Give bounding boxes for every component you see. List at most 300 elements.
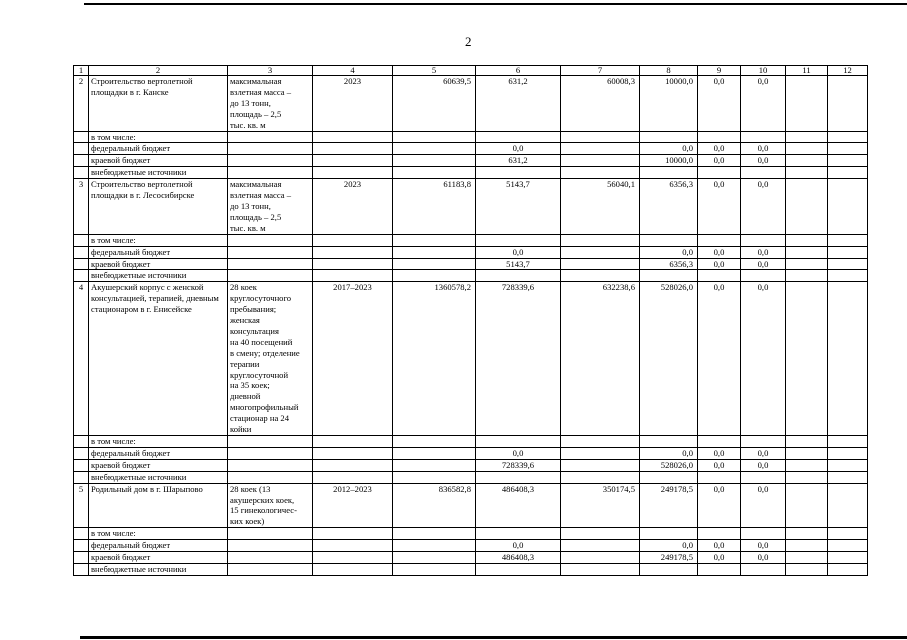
- value-col10: [741, 234, 786, 246]
- header-cell: 8: [640, 66, 698, 76]
- value-col10: 0,0: [741, 258, 786, 270]
- empty-cell: [786, 234, 828, 246]
- value-col6: 728339,6: [476, 459, 561, 471]
- implementation-period: 2012–2023: [313, 483, 393, 528]
- table-body: [74, 66, 868, 576]
- value-col7: 60008,3: [561, 76, 640, 132]
- capacity-line: на 35 коек;: [230, 380, 270, 391]
- object-row: [74, 483, 868, 528]
- value-col6: [476, 131, 561, 143]
- empty-cell: [74, 436, 89, 448]
- empty-cell: [828, 143, 868, 155]
- capacity-line: в смену; отделение: [230, 347, 300, 358]
- value-col8: [640, 270, 698, 282]
- value-col6: [476, 436, 561, 448]
- value-col8: 10000,0: [640, 155, 698, 167]
- empty-cell: [393, 459, 476, 471]
- empty-cell: [74, 167, 89, 179]
- value-col9: 0,0: [698, 179, 741, 235]
- header-cell: 7: [561, 66, 640, 76]
- source-label: внебюджетные источники: [89, 167, 228, 179]
- object-name: Строительство вертолетной площадки в г. Лесосибирске: [89, 179, 228, 235]
- capacity-line: до 13 тонн,: [230, 97, 271, 108]
- empty-cell: [561, 528, 640, 540]
- value-col10: 0,0: [741, 483, 786, 528]
- header-cell: 4: [313, 66, 393, 76]
- empty-cell: [393, 528, 476, 540]
- empty-cell: [74, 234, 89, 246]
- empty-cell: [828, 270, 868, 282]
- empty-cell: [828, 540, 868, 552]
- capacity-line: площадь – 2,5: [230, 211, 282, 222]
- value-col6: 0,0: [476, 540, 561, 552]
- value-col8: 528026,0: [640, 282, 698, 436]
- empty-cell: [228, 447, 313, 459]
- source-label: краевой бюджет: [89, 459, 228, 471]
- empty-cell: [393, 143, 476, 155]
- value-col10: [741, 436, 786, 448]
- empty-cell: [393, 552, 476, 564]
- object-name: Родильный дом в г. Шарыпово: [89, 483, 228, 528]
- empty-cell: [313, 155, 393, 167]
- empty-cell: [393, 131, 476, 143]
- value-col8: 249178,5: [640, 552, 698, 564]
- capacity-line: круглосуточной: [230, 369, 289, 380]
- value-col10: 0,0: [741, 282, 786, 436]
- empty-cell: [393, 563, 476, 575]
- capacity-line: многопрофильный: [230, 402, 299, 413]
- value-col9: [698, 234, 741, 246]
- capacity-line: до 13 тонн,: [230, 200, 271, 211]
- capacity-line: взлетная масса –: [230, 86, 292, 97]
- empty-cell: [74, 540, 89, 552]
- object-capacity: [228, 483, 313, 528]
- header-cell: 9: [698, 66, 741, 76]
- value-col10: 0,0: [741, 552, 786, 564]
- capacity-line: койки: [230, 424, 252, 435]
- value-col9: 0,0: [698, 143, 741, 155]
- value-col10: 0,0: [741, 143, 786, 155]
- capacity-line: 15 гинекологичес-: [230, 505, 297, 516]
- value-col8: 249178,5: [640, 483, 698, 528]
- value-col6: [476, 270, 561, 282]
- value-col8: [640, 234, 698, 246]
- empty-cell: [828, 436, 868, 448]
- header-cell: 6: [476, 66, 561, 76]
- empty-cell: [786, 131, 828, 143]
- value-col6: 631,2: [476, 76, 561, 132]
- value-col9: [698, 528, 741, 540]
- empty-cell: [561, 552, 640, 564]
- value-col12: [828, 282, 868, 436]
- empty-cell: [313, 167, 393, 179]
- value-col12: [828, 483, 868, 528]
- value-col10: 0,0: [741, 246, 786, 258]
- value-col10: [741, 270, 786, 282]
- empty-cell: [786, 563, 828, 575]
- source-label: федеральный бюджет: [89, 540, 228, 552]
- capacity-line: 28 коек (13: [230, 483, 271, 494]
- empty-cell: [228, 246, 313, 258]
- value-col7: 56040,1: [561, 179, 640, 235]
- row-number: 2: [74, 76, 89, 132]
- value-col6: 486408,3: [476, 483, 561, 528]
- value-col9: [698, 270, 741, 282]
- empty-cell: [786, 143, 828, 155]
- value-col6: 0,0: [476, 447, 561, 459]
- value-col6: [476, 563, 561, 575]
- source-label: в том числе:: [89, 234, 228, 246]
- value-col8: 0,0: [640, 143, 698, 155]
- object-row: [74, 76, 868, 132]
- source-label: федеральный бюджет: [89, 447, 228, 459]
- total-cost: 1360578,2: [393, 282, 476, 436]
- empty-cell: [74, 528, 89, 540]
- empty-cell: [228, 459, 313, 471]
- empty-cell: [228, 540, 313, 552]
- value-col11: [786, 179, 828, 235]
- empty-cell: [561, 540, 640, 552]
- empty-cell: [393, 167, 476, 179]
- empty-cell: [313, 270, 393, 282]
- empty-cell: [828, 552, 868, 564]
- value-col8: [640, 528, 698, 540]
- total-cost: 60639,5: [393, 76, 476, 132]
- source-row-fed: [74, 246, 868, 258]
- total-cost: 61183,8: [393, 179, 476, 235]
- empty-cell: [561, 459, 640, 471]
- capacity-line: тыс. кв. м: [230, 119, 266, 130]
- source-row-kray: [74, 552, 868, 564]
- empty-cell: [74, 143, 89, 155]
- empty-cell: [228, 131, 313, 143]
- value-col8: 6356,3: [640, 258, 698, 270]
- capacity-line: тыс. кв. м: [230, 222, 266, 233]
- empty-cell: [393, 155, 476, 167]
- source-row-vneb: [74, 471, 868, 483]
- empty-cell: [561, 246, 640, 258]
- source-row-kray: [74, 155, 868, 167]
- value-col6: [476, 167, 561, 179]
- source-row-fed: [74, 447, 868, 459]
- source-row-kray: [74, 459, 868, 471]
- empty-cell: [228, 436, 313, 448]
- empty-cell: [828, 234, 868, 246]
- source-row-incl: [74, 528, 868, 540]
- header-cell: 10: [741, 66, 786, 76]
- value-col9: [698, 471, 741, 483]
- value-col10: 0,0: [741, 155, 786, 167]
- source-row-incl: [74, 131, 868, 143]
- empty-cell: [74, 563, 89, 575]
- value-col9: 0,0: [698, 447, 741, 459]
- source-label: краевой бюджет: [89, 552, 228, 564]
- empty-cell: [786, 246, 828, 258]
- source-label: внебюджетные источники: [89, 563, 228, 575]
- empty-cell: [74, 155, 89, 167]
- object-name: Строительство вертолетной площадки в г. Канске: [89, 76, 228, 132]
- empty-cell: [393, 258, 476, 270]
- value-col9: 0,0: [698, 246, 741, 258]
- value-col8: 10000,0: [640, 76, 698, 132]
- empty-cell: [828, 459, 868, 471]
- value-col9: 0,0: [698, 282, 741, 436]
- value-col6: 0,0: [476, 143, 561, 155]
- implementation-period: 2017–2023: [313, 282, 393, 436]
- value-col9: 0,0: [698, 76, 741, 132]
- object-name: Акушерский корпус с женской консультацией, терапией, дневным стационаром в г. Енисейске: [89, 282, 228, 436]
- empty-cell: [228, 143, 313, 155]
- value-col8: 0,0: [640, 447, 698, 459]
- empty-cell: [561, 131, 640, 143]
- empty-cell: [828, 447, 868, 459]
- value-col6: [476, 528, 561, 540]
- empty-cell: [561, 563, 640, 575]
- capacity-line: на 40 посещений: [230, 336, 293, 347]
- empty-cell: [561, 471, 640, 483]
- capacity-line: максимальная: [230, 76, 282, 86]
- empty-cell: [561, 258, 640, 270]
- value-col6: 631,2: [476, 155, 561, 167]
- value-col6: [476, 234, 561, 246]
- empty-cell: [393, 436, 476, 448]
- empty-cell: [228, 234, 313, 246]
- header-cell: 5: [393, 66, 476, 76]
- empty-cell: [393, 246, 476, 258]
- capacity-line: дневной: [230, 391, 261, 402]
- source-label: федеральный бюджет: [89, 143, 228, 155]
- empty-cell: [828, 528, 868, 540]
- value-col6: 486408,3: [476, 552, 561, 564]
- empty-cell: [786, 459, 828, 471]
- empty-cell: [786, 540, 828, 552]
- value-col9: 0,0: [698, 483, 741, 528]
- value-col8: [640, 471, 698, 483]
- page-number: 2: [465, 34, 472, 49]
- implementation-period: 2023: [313, 76, 393, 132]
- value-col10: [741, 563, 786, 575]
- empty-cell: [74, 131, 89, 143]
- capacity-line: терапии: [230, 358, 260, 369]
- value-col9: [698, 563, 741, 575]
- value-col8: 0,0: [640, 246, 698, 258]
- source-row-incl: [74, 436, 868, 448]
- capacity-line: круглосуточного: [230, 293, 292, 304]
- empty-cell: [313, 471, 393, 483]
- header-cell: 11: [786, 66, 828, 76]
- empty-cell: [561, 155, 640, 167]
- value-col9: 0,0: [698, 540, 741, 552]
- header-cell: 1: [74, 66, 89, 76]
- empty-cell: [74, 552, 89, 564]
- empty-cell: [393, 234, 476, 246]
- empty-cell: [786, 258, 828, 270]
- empty-cell: [228, 563, 313, 575]
- empty-cell: [313, 459, 393, 471]
- budget-table: [73, 65, 868, 576]
- empty-cell: [74, 246, 89, 258]
- source-row-vneb: [74, 167, 868, 179]
- empty-cell: [561, 143, 640, 155]
- header-cell: 3: [228, 66, 313, 76]
- source-label: внебюджетные источники: [89, 270, 228, 282]
- empty-cell: [828, 471, 868, 483]
- capacity-line: площадь – 2,5: [230, 108, 282, 119]
- empty-cell: [313, 563, 393, 575]
- header-cell: 2: [89, 66, 228, 76]
- value-col6: 5143,7: [476, 179, 561, 235]
- value-col10: 0,0: [741, 459, 786, 471]
- value-col8: 6356,3: [640, 179, 698, 235]
- empty-cell: [74, 459, 89, 471]
- empty-cell: [228, 167, 313, 179]
- value-col10: [741, 131, 786, 143]
- empty-cell: [228, 528, 313, 540]
- value-col9: [698, 167, 741, 179]
- empty-cell: [786, 167, 828, 179]
- value-col6: [476, 471, 561, 483]
- empty-cell: [228, 270, 313, 282]
- value-col9: 0,0: [698, 552, 741, 564]
- object-capacity: [228, 76, 313, 132]
- value-col12: [828, 179, 868, 235]
- empty-cell: [313, 143, 393, 155]
- source-label: краевой бюджет: [89, 258, 228, 270]
- source-row-incl: [74, 234, 868, 246]
- empty-cell: [786, 270, 828, 282]
- empty-cell: [561, 167, 640, 179]
- empty-cell: [786, 436, 828, 448]
- empty-cell: [561, 270, 640, 282]
- value-col8: [640, 436, 698, 448]
- capacity-line: акушерских коек,: [230, 494, 295, 505]
- value-col9: 0,0: [698, 459, 741, 471]
- empty-cell: [74, 471, 89, 483]
- empty-cell: [74, 270, 89, 282]
- value-col8: [640, 131, 698, 143]
- value-col10: 0,0: [741, 540, 786, 552]
- value-col6: 0,0: [476, 246, 561, 258]
- empty-cell: [393, 447, 476, 459]
- empty-cell: [228, 471, 313, 483]
- value-col11: [786, 483, 828, 528]
- top-rule: [84, 3, 907, 5]
- value-col9: [698, 436, 741, 448]
- value-col6: 728339,6: [476, 282, 561, 436]
- value-col11: [786, 76, 828, 132]
- empty-cell: [561, 436, 640, 448]
- bottom-rule: [80, 636, 907, 639]
- value-col9: 0,0: [698, 258, 741, 270]
- source-row-kray: [74, 258, 868, 270]
- empty-cell: [786, 155, 828, 167]
- empty-cell: [786, 552, 828, 564]
- value-col11: [786, 282, 828, 436]
- value-col10: [741, 167, 786, 179]
- empty-cell: [786, 447, 828, 459]
- source-row-fed: [74, 540, 868, 552]
- value-col10: 0,0: [741, 76, 786, 132]
- value-col9: 0,0: [698, 155, 741, 167]
- value-col7: 632238,6: [561, 282, 640, 436]
- empty-cell: [393, 471, 476, 483]
- empty-cell: [313, 528, 393, 540]
- capacity-line: ких коек): [230, 516, 265, 527]
- empty-cell: [228, 258, 313, 270]
- empty-cell: [828, 167, 868, 179]
- empty-cell: [828, 246, 868, 258]
- source-label: краевой бюджет: [89, 155, 228, 167]
- value-col7: 350174,5: [561, 483, 640, 528]
- empty-cell: [561, 234, 640, 246]
- value-col8: [640, 563, 698, 575]
- source-row-vneb: [74, 270, 868, 282]
- capacity-line: стационар на 24: [230, 413, 289, 424]
- empty-cell: [786, 528, 828, 540]
- row-number: 4: [74, 282, 89, 436]
- value-col10: 0,0: [741, 179, 786, 235]
- empty-cell: [828, 258, 868, 270]
- empty-cell: [828, 131, 868, 143]
- value-col12: [828, 76, 868, 132]
- source-label: внебюджетные источники: [89, 471, 228, 483]
- empty-cell: [313, 246, 393, 258]
- empty-cell: [828, 563, 868, 575]
- source-label: в том числе:: [89, 528, 228, 540]
- empty-cell: [228, 552, 313, 564]
- source-label: в том числе:: [89, 436, 228, 448]
- empty-cell: [228, 155, 313, 167]
- capacity-line: консультация: [230, 325, 279, 336]
- object-capacity: [228, 179, 313, 235]
- empty-cell: [313, 234, 393, 246]
- total-cost: 836582,8: [393, 483, 476, 528]
- empty-cell: [828, 155, 868, 167]
- empty-cell: [313, 131, 393, 143]
- capacity-line: взлетная масса –: [230, 190, 292, 201]
- value-col10: 0,0: [741, 447, 786, 459]
- header-cell: 12: [828, 66, 868, 76]
- capacity-line: максимальная: [230, 179, 282, 190]
- empty-cell: [313, 552, 393, 564]
- empty-cell: [313, 436, 393, 448]
- object-capacity: [228, 282, 313, 436]
- capacity-line: 28 коек: [230, 282, 257, 293]
- value-col6: 5143,7: [476, 258, 561, 270]
- source-row-fed: [74, 143, 868, 155]
- empty-cell: [393, 270, 476, 282]
- empty-cell: [313, 540, 393, 552]
- value-col10: [741, 471, 786, 483]
- capacity-line: женская: [230, 315, 260, 326]
- implementation-period: 2023: [313, 179, 393, 235]
- empty-cell: [393, 540, 476, 552]
- source-label: федеральный бюджет: [89, 246, 228, 258]
- empty-cell: [74, 258, 89, 270]
- value-col8: [640, 167, 698, 179]
- empty-cell: [313, 258, 393, 270]
- object-row: [74, 179, 868, 235]
- capacity-line: пребывания;: [230, 304, 277, 315]
- object-row: [74, 282, 868, 436]
- row-number: 5: [74, 483, 89, 528]
- row-number: 3: [74, 179, 89, 235]
- value-col9: [698, 131, 741, 143]
- source-row-vneb: [74, 563, 868, 575]
- empty-cell: [561, 447, 640, 459]
- source-label: в том числе:: [89, 131, 228, 143]
- empty-cell: [313, 447, 393, 459]
